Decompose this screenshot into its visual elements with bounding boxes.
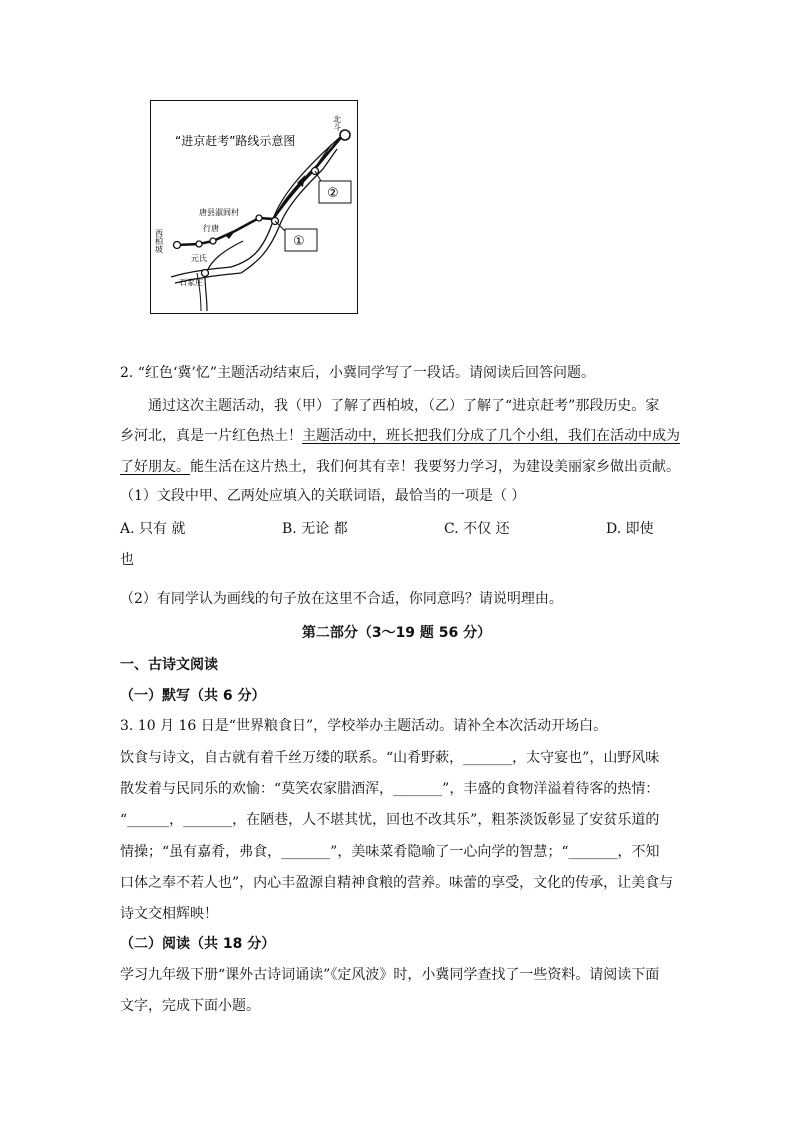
- q3-line5: 口体之奉不若人也”，内心丰盈源自精神食粮的营养。味蕾的享受，文化的传承，让美食与: [120, 875, 674, 891]
- reading-intro-line1: 学习九年级下册“课外古诗词诵读”《定风波》时，小冀同学查找了一些资料。请阅读下面: [120, 967, 660, 983]
- q3-line2: 散发着与民同乐的欢愉：“莫笑农家腊酒浑，_______”，丰盛的食物洋溢着待客的热情：: [120, 781, 660, 797]
- q2-sub2: （2）有同学认为画线的句子放在这里不合适，你同意吗？请说明理由。: [120, 591, 563, 607]
- reading-intro-line2: 文字，完成下面小题。: [120, 998, 260, 1014]
- q2-option-b: B. 无论 都: [282, 521, 348, 537]
- place-hanggu: 行唐: [203, 224, 219, 233]
- marker-2: ②: [327, 186, 339, 201]
- q2-option-a: A. 只有 就: [120, 521, 186, 537]
- route-map-drawing: [151, 101, 359, 315]
- marker-1: ①: [293, 234, 305, 249]
- subsection-reading: （二）阅读（共 18 分）: [120, 936, 276, 952]
- q3-line6: 诗文交相辉映！: [120, 906, 218, 922]
- map-title: “进京赶考”路线示意图: [175, 134, 296, 148]
- q2-para-line2-plain: 乡河北，真是一片红色热土！: [120, 428, 302, 444]
- subsection-dictation: （一）默写（共 6 分）: [120, 688, 266, 704]
- q2-underlined-sentence-part1: 主题活动中，班长把我们分成了几个小组，我们在活动中成为: [302, 428, 680, 444]
- route-map: [150, 100, 358, 314]
- q2-stem: 2. “红色‘冀’忆”主题活动结束后，小冀同学写了一段话。请阅读后回答问题。: [120, 365, 596, 381]
- place-beidou: 北斗: [332, 115, 342, 131]
- q3-line3: “______，_______，在陋巷，人不堪其忧，回也不改其乐”，粗茶淡饭彰显了安贫乐道的: [120, 812, 660, 828]
- q2-underlined-sentence-part2: 了好朋友。: [120, 459, 190, 475]
- part2-title: 第二部分（3～19 题 56 分）: [301, 625, 492, 641]
- place-shijiazhuang: 石家庄: [179, 278, 203, 287]
- place-yuanshi: 元氏: [191, 254, 207, 263]
- q2-sub1: （1）文段中甲、乙两处应填入的关联词语，最恰当的一项是（ ）: [120, 488, 526, 504]
- q3-stem: 3. 10 月 16 日是“世界粮食日”，学校举办主题活动。请补全本次活动开场白。: [120, 718, 608, 734]
- q2-para-line3: [120, 457, 680, 477]
- q2-para-line1: 通过这次主题活动，我（甲）了解了西柏坡，（乙）了解了“进京赶考”那段历史。家: [148, 398, 660, 414]
- q2-para-line3-plain: 能生活在这片热土，我们何其有幸！我要努力学习，为建设美丽家乡做出贡献。: [190, 459, 680, 475]
- q2-para-line2: [120, 426, 680, 446]
- place-xibaipo: 西柏坡: [154, 229, 164, 253]
- q2-option-d: D. 即使: [606, 521, 654, 537]
- q3-line1: 饮食与诗文，自古就有着千丝万缕的联系。“山肴野蔌，_______，太守宴也”，山野风味: [120, 750, 660, 766]
- section-classical-reading: 一、古诗文阅读: [120, 657, 218, 673]
- q3-line4: 情操；“虽有嘉肴，弗食，_______”，美味菜肴隐喻了一心向学的智慧；“_______，不知: [120, 844, 660, 860]
- q2-option-c: C. 不仅 还: [444, 521, 510, 537]
- place-tanglou: 唐县淑闾村: [199, 208, 239, 217]
- q2-option-d-continued: 也: [120, 552, 134, 568]
